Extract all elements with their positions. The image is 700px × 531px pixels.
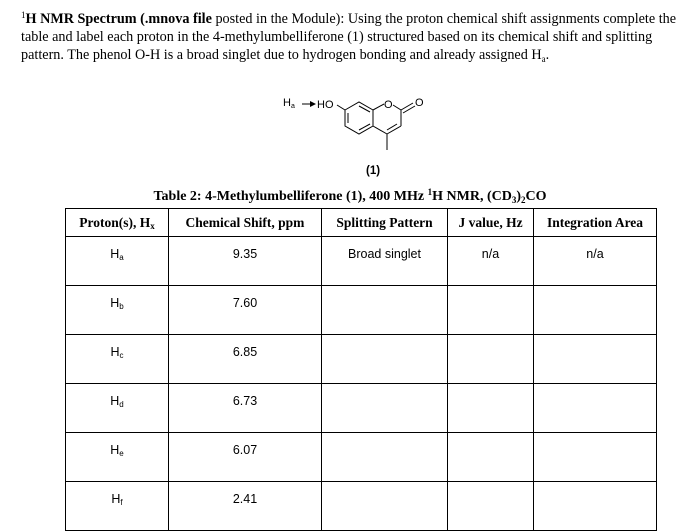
ring-bond	[373, 126, 387, 134]
compound-number: (1)	[366, 165, 381, 177]
intro-title: H NMR Spectrum (.mnova file	[25, 11, 212, 27]
jvalue-cell[interactable]: n/a	[448, 237, 534, 286]
table-row	[66, 335, 657, 384]
jvalue-cell[interactable]	[448, 335, 534, 384]
intro-subscript: a	[541, 54, 546, 64]
header-splitting-pattern: Splitting Pattern	[322, 209, 448, 237]
header-j-value: J value, Hz	[448, 209, 534, 237]
table-row	[66, 286, 657, 335]
table-caption: Table 2: 4-Methylumbelliferone (1), 400 MHz $^1$H NMR, $(CD_3)_2CO$	[153, 187, 547, 205]
shift-cell: 6.07	[169, 433, 322, 482]
jvalue-cell[interactable]	[448, 433, 534, 482]
table-row	[66, 482, 657, 531]
proton-cell: $H_b$	[66, 286, 169, 335]
carbonyl-oxygen-label: O	[415, 97, 424, 109]
pattern-cell[interactable]	[322, 286, 448, 335]
integration-cell[interactable]	[534, 286, 657, 335]
shift-cell: 9.35	[169, 237, 322, 286]
jvalue-cell[interactable]	[448, 286, 534, 335]
pattern-cell[interactable]	[322, 433, 448, 482]
molecule-structure	[280, 88, 450, 180]
integration-cell[interactable]	[534, 384, 657, 433]
integration-cell[interactable]: n/a	[534, 237, 657, 286]
table-row	[66, 237, 657, 286]
shift-cell: 6.85	[169, 335, 322, 384]
pattern-cell[interactable]	[322, 335, 448, 384]
jvalue-cell[interactable]	[448, 384, 534, 433]
proton-cell: $H_a$	[66, 237, 169, 286]
table-row	[66, 433, 657, 482]
proton-cell: $H_e$	[66, 433, 169, 482]
nmr-table	[65, 208, 657, 531]
intro-end: .	[545, 47, 550, 63]
carbonyl-double-bond	[403, 106, 415, 113]
molecule-drawing	[280, 88, 450, 180]
carbonyl-bond	[401, 103, 413, 110]
integration-cell[interactable]	[534, 482, 657, 531]
structure-h-label: Ha	[283, 97, 295, 110]
intro-paragraph	[21, 10, 693, 64]
header-integration-area: Integration Area	[534, 209, 657, 237]
ring-oxygen-label: O	[384, 99, 393, 111]
arrow-head	[310, 101, 316, 107]
pattern-cell[interactable]: Broad singlet	[322, 237, 448, 286]
pattern-cell[interactable]	[322, 482, 448, 531]
shift-cell: 7.60	[169, 286, 322, 335]
ho-label: HO	[317, 99, 334, 111]
ring-bond	[373, 104, 384, 110]
integration-cell[interactable]	[534, 433, 657, 482]
ho-bond	[337, 105, 345, 110]
ring-bond	[387, 126, 401, 134]
ring-bond	[393, 105, 401, 110]
pattern-cell[interactable]	[322, 384, 448, 433]
title-superscript: 1	[21, 10, 26, 20]
proton-cell: $H_c$	[66, 335, 169, 384]
shift-cell: 6.73	[169, 384, 322, 433]
intro-text: posted in the Module): Using the proton chemical shift assignments complete the table and label each proton in the 4-methylumbelliferone (1) structured based on its chemical shift and splitting pattern. The phenol O-H is a broad singlet due to hydrogen bonding and already assigned H	[21, 11, 677, 63]
integration-cell[interactable]	[534, 335, 657, 384]
proton-cell: $H_f$	[66, 482, 169, 531]
table-header-row	[66, 209, 657, 237]
proton-cell: $H_d$	[66, 384, 169, 433]
header-chemical-shift: Chemical Shift, ppm	[169, 209, 322, 237]
jvalue-cell[interactable]	[448, 482, 534, 531]
table-row	[66, 384, 657, 433]
shift-cell: 2.41	[169, 482, 322, 531]
benzene-ring	[345, 102, 373, 134]
header-proton: Proton(s), $H_x$	[66, 209, 169, 237]
